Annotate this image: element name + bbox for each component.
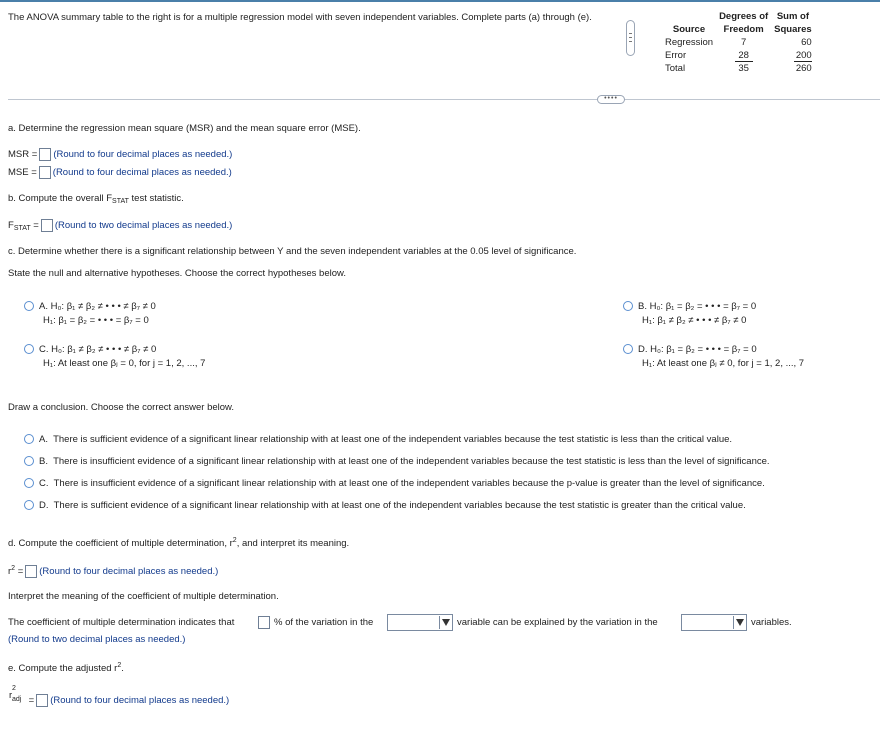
col-header-source: Source <box>672 24 706 35</box>
option-letter: A. <box>39 301 48 312</box>
percent-input[interactable] <box>258 616 270 629</box>
r2-label-sup: 2 <box>11 565 16 573</box>
row-ss: 200 <box>794 50 812 62</box>
mse-label: MSE = <box>8 167 37 179</box>
radio-button[interactable] <box>24 478 34 488</box>
dropdown-divider <box>733 616 734 629</box>
option-h0: H₀: β₁ = β₂ = • • • = β₇ = 0 <box>649 301 757 312</box>
top-accent-bar <box>0 0 880 2</box>
option-h0: H₀: β₁ ≠ β₂ ≠ • • • ≠ β₇ ≠ 0 <box>50 301 156 312</box>
option-letter: B. <box>39 456 48 467</box>
dropdown-arrow-icon <box>442 619 450 626</box>
part-e-question-text: e. Compute the adjusted r <box>8 663 118 674</box>
part-b-question-sub: STAT <box>112 198 129 205</box>
radio-button[interactable] <box>24 344 34 354</box>
conclusion-option-b[interactable] <box>24 456 770 467</box>
conclusion-option-a[interactable] <box>24 434 732 445</box>
option-h1: H₁: At least one βⱼ = 0, for j = 1, 2, ..., 7 <box>43 358 206 369</box>
col-header-ss1: Sum of <box>776 11 810 22</box>
r2-hint: (Round to four decimal places as needed.) <box>39 566 219 578</box>
mse-input[interactable] <box>39 166 51 179</box>
fstat-label-sub: STAT <box>13 225 31 233</box>
r2-label: r <box>8 566 12 578</box>
option-letter: C. <box>39 478 49 489</box>
r2adj-hint: (Round to four decimal places as needed.) <box>50 695 230 706</box>
interpret-sentence-1: The coefficient of multiple determination indicates that <box>8 617 235 628</box>
option-h1: H₁: β₁ = β₂ = • • • = β₇ = 0 <box>43 315 149 326</box>
part-b-question-post: test statistic. <box>128 193 184 204</box>
row-source: Error <box>665 50 687 61</box>
part-e-question-sup: 2 <box>117 662 122 669</box>
dropdown-divider <box>439 616 440 629</box>
radio-button[interactable] <box>24 456 34 466</box>
part-d-question-text: d. Compute the coefficient of multiple determination, r <box>8 538 233 549</box>
option-letter: A. <box>39 434 48 445</box>
mse-hint: (Round to four decimal places as needed.) <box>52 167 232 179</box>
option-h1: H₁: At least one βⱼ ≠ 0, for j = 1, 2, ..., 7 <box>642 358 805 369</box>
conclusion-prompt: Draw a conclusion. Choose the correct answer below. <box>8 402 235 413</box>
radio-button[interactable] <box>24 500 34 510</box>
option-text: There is sufficient evidence of a significant linear relationship with at least one of the independent variables because the test statistic is greater than the critical value. <box>53 500 746 511</box>
r2adj-input[interactable] <box>36 694 48 707</box>
part-c-question: c. Determine whether there is a significant relationship between Y and the seven independent variables at the 0.05 level of significance. <box>8 246 577 257</box>
dropdown-arrow-icon <box>736 619 744 626</box>
r2adj-label <box>8 685 26 703</box>
row-df: 7 <box>740 37 747 48</box>
row-ss: 260 <box>795 63 812 74</box>
option-text: There is insufficient evidence of a significant linear relationship with at least one of the independent variables because the test statistic is less than the level of significance. <box>53 456 770 467</box>
row-df: 35 <box>738 63 749 74</box>
part-d-question <box>8 537 349 549</box>
option-letter: D. <box>39 500 49 511</box>
fstat-label: F <box>8 220 14 232</box>
table-row <box>662 62 815 75</box>
r2-input[interactable] <box>25 565 37 578</box>
row-ss: 60 <box>801 37 812 48</box>
part-a-question: a. Determine the regression mean square (MSR) and the mean square error (MSE). <box>8 123 361 134</box>
msr-input[interactable] <box>39 148 51 161</box>
radio-button[interactable] <box>24 301 34 311</box>
col-header-ss2: Squares <box>774 24 812 35</box>
row-source: Total <box>665 63 686 74</box>
dependent-variable-dropdown[interactable] <box>387 614 453 631</box>
msr-row <box>8 148 232 161</box>
part-d-question-post: , and interpret its meaning. <box>236 538 350 549</box>
option-letter: B. <box>638 301 647 312</box>
vertical-split-handle[interactable] <box>626 20 635 56</box>
interpret-sentence-3: variable can be explained by the variation in the <box>457 617 658 628</box>
option-text: There is sufficient evidence of a significant linear relationship with at least one of the independent variables because the test statistic is less than the critical value. <box>53 434 733 445</box>
radio-button[interactable] <box>623 301 633 311</box>
option-h1: H₁: β₁ ≠ β₂ ≠ • • • ≠ β₇ ≠ 0 <box>642 315 747 326</box>
r2adj-label-sub: adj <box>12 696 22 703</box>
part-e-question-post: . <box>121 663 124 674</box>
col-header-df1: Degrees of <box>719 11 769 22</box>
intro-text: The ANOVA summary table to the right is for a multiple regression model with seven independent variables. Complete parts (a) through (e). <box>8 12 592 23</box>
independent-variables-dropdown[interactable] <box>681 614 747 631</box>
option-letter: C. <box>39 344 49 355</box>
interpret-sentence-2: % of the variation in the <box>274 617 374 628</box>
radio-button[interactable] <box>623 344 633 354</box>
msr-label: MSR = <box>8 149 38 161</box>
col-header-df2: Freedom <box>723 24 764 35</box>
interpret-sentence-4: variables. <box>751 617 792 628</box>
table-row <box>662 36 815 49</box>
option-h0: H₀: β₁ = β₂ = • • • = β₇ = 0 <box>650 344 757 355</box>
fstat-input[interactable] <box>41 219 53 232</box>
fstat-label-eq: = <box>30 220 39 232</box>
radio-button[interactable] <box>24 434 34 444</box>
hypothesis-option-b[interactable] <box>623 300 756 328</box>
part-e-question <box>8 662 124 674</box>
r2adj-label-main: r <box>9 690 13 701</box>
row-source: Regression <box>665 37 714 48</box>
hypothesis-option-c[interactable] <box>24 343 205 371</box>
fstat-hint: (Round to two decimal places as needed.) <box>54 220 233 232</box>
anova-table <box>662 10 815 75</box>
part-b-question <box>8 193 184 205</box>
fstat-row <box>8 219 232 232</box>
r2-row <box>8 565 218 578</box>
hypotheses-instruction: State the null and alternative hypotheses. Choose the correct hypotheses below. <box>8 268 346 279</box>
row-df: 28 <box>735 50 753 62</box>
r2adj-label-eq: = <box>26 695 35 706</box>
option-letter: D. <box>638 344 648 355</box>
r2-label-eq: = <box>15 566 24 578</box>
option-text: There is insufficient evidence of a significant linear relationship with at least one of the independent variables because the p-value is greater than the level of significance. <box>53 478 765 489</box>
conclusion-option-d[interactable] <box>24 500 746 511</box>
conclusion-option-c[interactable] <box>24 478 765 489</box>
part-d-question-sup: 2 <box>232 537 237 544</box>
msr-hint: (Round to four decimal places as needed.) <box>53 149 233 161</box>
horizontal-split-handle[interactable]: •••• <box>597 95 625 104</box>
table-row <box>662 49 815 62</box>
hypothesis-option-a[interactable] <box>24 300 156 328</box>
option-h0: H₀: β₁ ≠ β₂ ≠ • • • ≠ β₇ ≠ 0 <box>51 344 157 355</box>
r2adj-row <box>8 685 230 707</box>
part-b-question-text: b. Compute the overall F <box>8 193 113 204</box>
section-divider <box>8 99 880 100</box>
mse-row <box>8 166 232 179</box>
r2adj-label-sup: 2 <box>12 685 16 692</box>
interpret-prompt: Interpret the meaning of the coefficient of multiple determination. <box>8 591 279 602</box>
hypothesis-option-d[interactable] <box>623 343 804 371</box>
percent-hint: (Round to two decimal places as needed.) <box>8 634 186 645</box>
